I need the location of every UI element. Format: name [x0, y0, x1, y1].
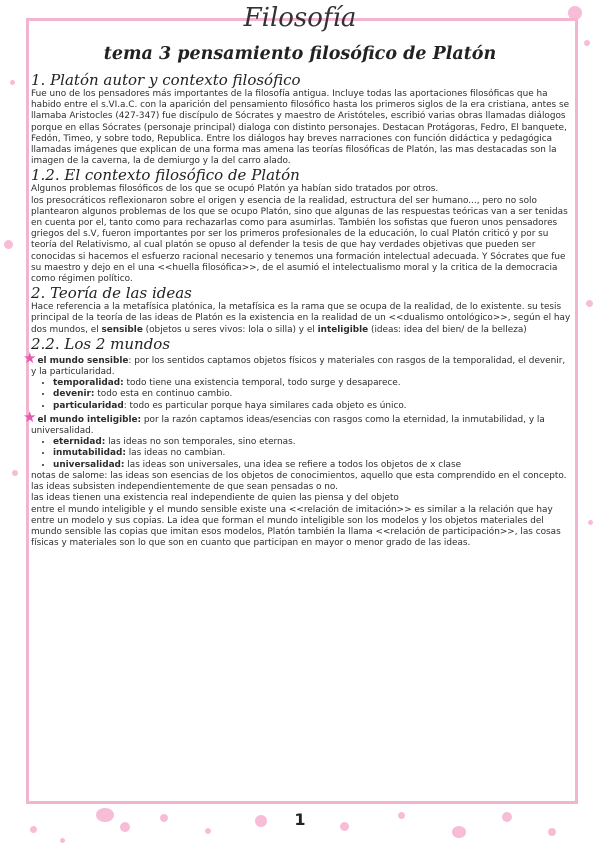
section-heading-dos-mundos: 2.2. Los 2 mundos	[31, 334, 171, 353]
section-heading-teoria-ideas: 2. Teoría de las ideas	[31, 284, 192, 303]
ideas-line-1: las ideas subsisten independientemente de que sean pensadas o no.	[31, 482, 338, 493]
section-line-contexto: Algunos problemas filosóficos de los que se ocupó Platón ya habían sido tratados por otros.	[31, 184, 439, 195]
section-heading-contexto: 1.2. El contexto filosófico de Platón	[31, 166, 300, 185]
page-number: 1	[294, 810, 306, 829]
star-icon: ★	[23, 407, 37, 426]
page-subtitle: tema 3 pensamiento filosófico de Platón	[103, 44, 497, 64]
note-paragraph: notas de salome: las ideas son esencias de los objetos de conocimientos, aquello que esta comprendido en el concepto.	[31, 470, 567, 481]
section-paragraph-platon-autor: Fue uno de los pensadores más importantes de la filosofía antigua. Incluye todas las aportaciones filosóficas que ha habido entre el s.VI.a.C. con la aparición del pensamiento filosófico hasta los primeros siglos de la era cristiana, antes se llamaba Aristocles (427-347) fue discípulo de Sócrates y maestro de Aristóteles, escribió varias obras llamadas diálogos porque en ellas Sócrates (personaje principal) dialoga con distinto personajes. Destacan Protágoras, Fedro, El banquete, Fedón, Timeo, y sobre todo, Republica. Entre los diálogos hay breves narraciones con función didáctica y pedagógica llamadas imágenes que explican de una forma mas amena las teorías filosóficas de Platón, las mas destacadas son la imagen de la caverna, la de demiurgo y la del carro alado.	[31, 89, 570, 167]
star-icon: ★	[23, 348, 37, 367]
mundo-sensible-list	[31, 378, 573, 412]
list-item: • eternidad: las ideas no son temporales, sino eternas.	[53, 437, 573, 448]
page-title: Filosofía	[243, 3, 357, 33]
list-item: • inmutabilidad: las ideas no cambian.	[53, 448, 573, 459]
section-paragraph-teoria-ideas: Hace referencia a la metafísica platónica, la metafísica es la rama que se ocupa de la realidad, de lo existente. su tesis principal de la teoría de las ideas de Platón es la existencia en la realidad de un <<dualismo ontológico>>, según el hay dos mundos, el sensible (objetos u seres vivos: lola o silla) y el inteligible (ideas: idea del bien/ de la belleza)	[31, 302, 571, 335]
section-heading-platon-autor: 1. Platón autor y contexto filosófico	[31, 71, 301, 89]
list-item: • devenir: todo esta en continuo cambio.	[53, 389, 573, 400]
mundo-inteligible-list	[31, 437, 573, 471]
ideas-line-2: las ideas tienen una existencia real independiente de quien las piensa y del objeto	[31, 493, 399, 504]
document-body	[23, 71, 573, 549]
closing-paragraph: entre el mundo inteligible y el mundo sensible existe una <<relación de imitación>> es similar a la relación que hay entre un modelo y sus copias. La idea que forman el mundo inteligible son los modelos y los objetos materiales del mundo sensible las copias que imitan esos modelos, Platón también la llama <<relación de participación>>, las cosas físicas y materiales son lo que son en cuanto que participan en mayor o menor grado de las ideas.	[31, 504, 561, 549]
section-paragraph-contexto: los presocráticos reflexionaron sobre el origen y esencia de la realidad, estructura del ser humano..., pero no solo plantearon algunos problemas de los que se ocupo Platón, sino que algunas de las respuestas teóricas van a ser tenidas en cuenta por el, tanto como para rechazarlas como para asumirlas. También los sofistas que fueron unos pensadores griegos del s.V, fueron importantes por ser los primeros profesionales de la educación, lo cual Platón criticó y por su teoría del Relativismo, al cual platón se opuso al defender la tesis de que hay verdades objetivas que pueden ser conocidas si hacemos el esfuerzo racional necesario y tenemos una formación intelectual adecuada. Y Sócrates que fue su maestro y dejo en el una <<huella filosófica>>, de el asumió el intelectualismo moral y la critica de la democracia como régimen político.	[31, 195, 568, 285]
list-item: • universalidad: las ideas son universales, una idea se refiere a todos los objetos de x clase	[53, 460, 573, 471]
mundo-sensible-paragraph: ★el mundo sensible: por los sentidos captamos objetos físicos y materiales con rasgos de la temporalidad, el devenir, y la particularidad.	[23, 348, 566, 378]
list-item: • particularidad: todo es particular porque haya similares cada objeto es único.	[53, 401, 573, 412]
mundo-inteligible-paragraph: ★el mundo inteligible: por la razón captamos ideas/esencias con rasgos como la eternidad, la inmutabilidad, y la universalidad.	[23, 407, 545, 437]
list-item: • temporalidad: todo tiene una existencia temporal, todo surge y desaparece.	[53, 378, 573, 389]
